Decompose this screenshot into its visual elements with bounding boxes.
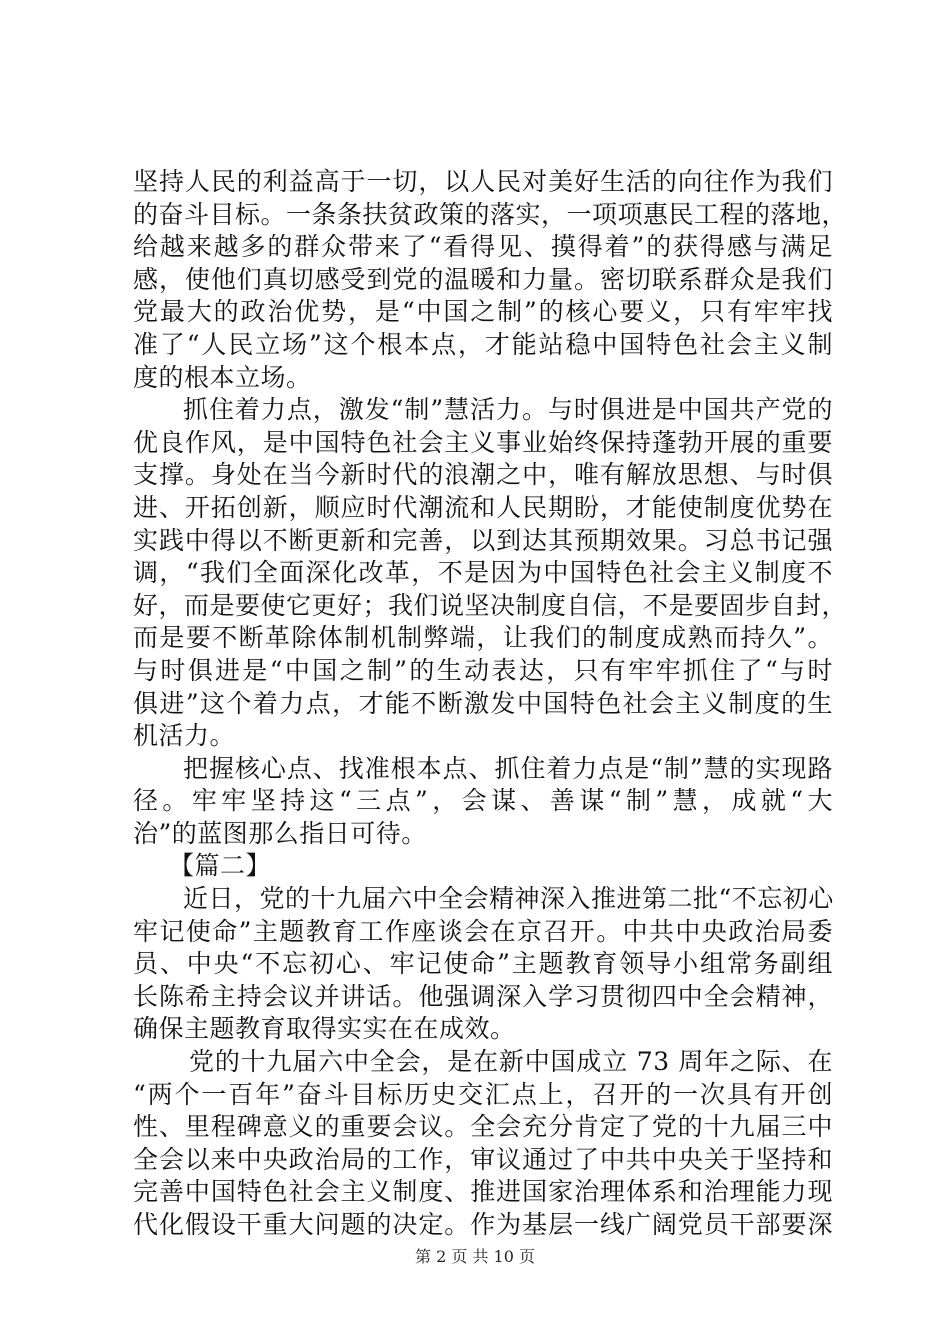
text-line: 进、开拓创新，顺应时代潮流和人民期盼，才能使制度优势在 [133, 492, 833, 522]
text-line: 全会以来中央政治局的工作，审议通过了中共中央关于坚持和 [133, 1144, 833, 1174]
text-line: 俱进”这个着力点，才能不断激发中国特色社会主义制度的生 [133, 688, 833, 718]
text-line: 治”的蓝图那么指日可待。 [133, 818, 427, 848]
text-line: 与时俱进是“中国之制”的生动表达，只有牢牢抓住了“与时 [133, 655, 833, 685]
text-line: 牢记使命”主题教育工作座谈会在京召开。中共中央政治局委 [133, 916, 833, 946]
text-line: 完善中国特色社会主义制度、推进国家治理体系和治理能力现 [133, 1177, 833, 1207]
text-line: 而是要不断革除体制机制弊端，让我们的制度成熟而持久”。 [133, 623, 833, 653]
text-line: 给越来越多的群众带来了“看得见、摸得着”的获得感与满足 [133, 232, 833, 262]
page-number: 第 2 页 共 10 页 [415, 1247, 535, 1266]
text-line: 度的根本立场。 [133, 362, 312, 392]
text-line: 准了“人民立场”这个根本点，才能站稳中国特色社会主义制 [133, 329, 833, 359]
section-heading: 【篇二】 [169, 851, 272, 881]
text-line: 党最大的政治优势，是“中国之制”的核心要义，只有牢牢找 [133, 297, 833, 327]
text-line: “两个一百年”奋斗目标历史交汇点上，召开的一次具有开创 [133, 1079, 833, 1109]
text-line: 抓住着力点，激发“制”慧活力。与时俱进是中国共产党的 [183, 395, 833, 425]
text-line: 的奋斗目标。一条条扶贫政策的落实，一项项惠民工程的落地， [133, 199, 848, 229]
text-line: 代化假设干重大问题的决定。作为基层一线广阔党员干部要深 [133, 1210, 833, 1239]
text-line: 党的十九届六中全会，是在新中国成立 73 周年之际、在 [189, 1047, 833, 1077]
text-line: 把握核心点、找准根本点、抓住着力点是“制”慧的实现路 [183, 753, 833, 783]
text-line: 感，使他们真切感受到党的温暖和力量。密切联系群众是我们 [133, 264, 833, 294]
text-line: 近日，党的十九届六中全会精神深入推进第二批“不忘初心 [183, 884, 834, 914]
text-line: 调，“我们全面深化改革，不是因为中国特色社会主义制度不 [133, 558, 833, 588]
text-line: 好，而是要使它更好；我们说坚决制度自信，不是要固步自封， [133, 590, 848, 620]
text-line: 性、里程碑意义的重要会议。全会充分肯定了党的十九届三中 [133, 1112, 833, 1142]
text-line: 坚持人民的利益高于一切，以人民对美好生活的向往作为我们 [133, 167, 833, 196]
text-line: 实践中得以不断更新和完善，以到达其预期效果。习总书记强 [133, 525, 833, 555]
text-line: 确保主题教育取得实实在在成效。 [133, 1014, 516, 1044]
text-line: 长陈希主持会议并讲话。他强调深入学习贯彻四中全会精神， [133, 981, 833, 1011]
text-line: 径。牢牢坚持这“三点”，会谋、善谋“制”慧，成就“大 [133, 786, 833, 816]
text-line: 优良作风，是中国特色社会主义事业始终保持蓬勃开展的重要 [133, 427, 833, 457]
document-body [133, 166, 848, 1242]
text-line: 支撑。身处在当今新时代的浪潮之中，唯有解放思想、与时俱 [133, 460, 833, 490]
text-line: 机活力。 [133, 721, 236, 751]
text-line: 员、中央“不忘初心、牢记使命”主题教育领导小组常务副组 [133, 949, 833, 979]
